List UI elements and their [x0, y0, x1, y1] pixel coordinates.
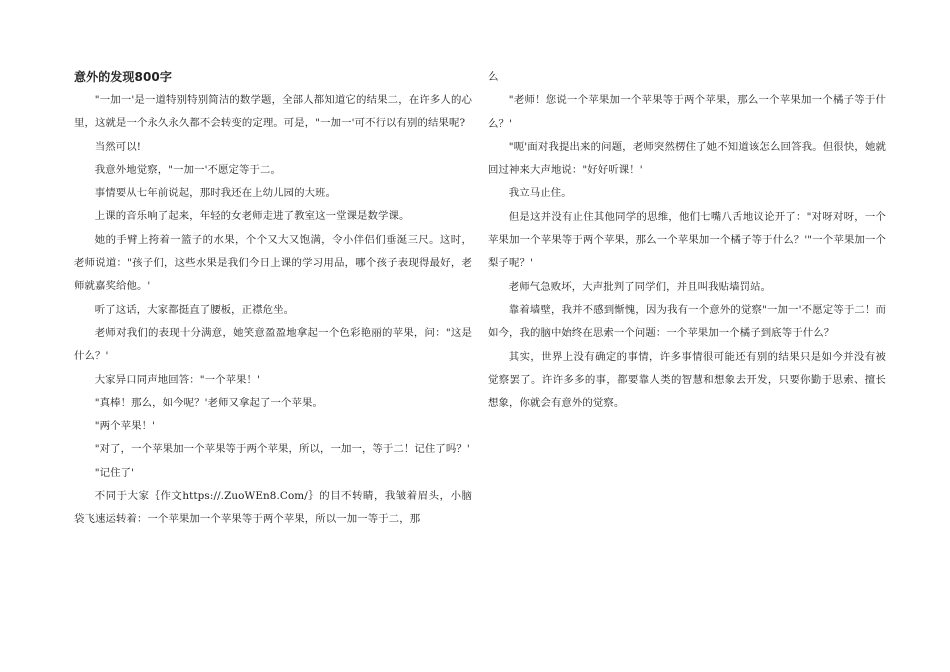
paragraph: "一加一'是一道特别特别简洁的数学题，全部人都知道它的结果二，在许多人的心里，这就是一个永久永久都不会转变的定理。可是，"一加一'可不行以有别的结果呢?	[74, 94, 472, 130]
paragraph: 事情要从七年前说起，那时我还在上幼儿园的大班。	[94, 187, 337, 200]
paragraph: 老师气急败坏，大声批判了同学们，并且叫我贴墙罚站。	[508, 280, 772, 293]
paragraph: "真棒！那么，如今呢？'老师又拿起了一个苹果。	[94, 396, 323, 409]
paragraph: "呃'面对我提出来的问题，老师突然楞住了她不知道该怎么回答我。但很快，她就回过神来大声地说："好好听课！'	[488, 140, 886, 177]
paragraph: 其实，世界上没有确定的事情，许多事情很可能还有别的结果只是如今并没有被觉察罢了。许许多多的事，都要靠人类的智慧和想象去开发，只要你勤于思索、擅长想象，你就会有意外的觉察。	[488, 350, 886, 410]
paragraph: "两个苹果！'	[94, 420, 156, 433]
right-column	[488, 66, 886, 415]
paragraph: 我立马止住。	[508, 187, 572, 200]
paragraph: 听了这话，大家都挺直了腰板，正襟危坐。	[94, 303, 295, 316]
document-title: 意外的发现800字	[74, 70, 172, 84]
paragraph: 我意外地觉察，"一加一'不愿定等于二。	[94, 163, 281, 176]
paragraph: 当然可以!	[94, 140, 142, 153]
paragraph: "记住了'	[94, 466, 135, 479]
paragraph: 上课的音乐响了起来，年轻的女老师走进了教室这一堂课是数学课。	[94, 210, 410, 223]
paragraph: "对了，一个苹果加一个苹果等于两个苹果，所以，一加一，等于二！记住了吗？'	[94, 443, 470, 456]
left-column	[74, 66, 472, 532]
paragraph-continuation: 么	[488, 71, 499, 83]
paragraph: 她的手臂上挎着一篮子的水果，个个又大又饱满，令小伴侣们垂涎三尺。这时，老师说道："孩子们，这些水果是我们今日上课的学习用品，哪个孩子表现得最好，老师就嘉奖给他。'	[74, 233, 472, 293]
paragraph: 不同于大家｛作文https://.ZuoWEn8.Com/｝的目不转睛，我皱着眉头，小脑袋飞速运转着：一个苹果加一个苹果等于两个苹果，所以一加一等于二，那	[74, 490, 472, 526]
paragraph: 老师对我们的表现十分满意，她笑意盈盈地拿起一个色彩艳丽的苹果，问："这是什么？'	[74, 326, 472, 363]
paragraph: 但是这并没有止住其他同学的思维，他们七嘴八舌地议论开了："对呀对呀，一个苹果加一个苹果等于两个苹果，那么一个苹果加一个橘子等于什么？'"一个苹果加一个梨子呢？'	[488, 210, 886, 270]
paragraph: 大家异口同声地回答："一个苹果！'	[94, 373, 260, 386]
paragraph: 靠着墙壁，我并不感到惭愧，因为我有一个意外的觉察"一加一'不愿定等于二！而如今，我的脑中始终在思索一个问题：一个苹果加一个橘子到底等于什么？	[488, 303, 886, 340]
paragraph: "老师！您说一个苹果加一个苹果等于两个苹果，那么一个苹果加一个橘子等于什么？'	[488, 94, 886, 130]
